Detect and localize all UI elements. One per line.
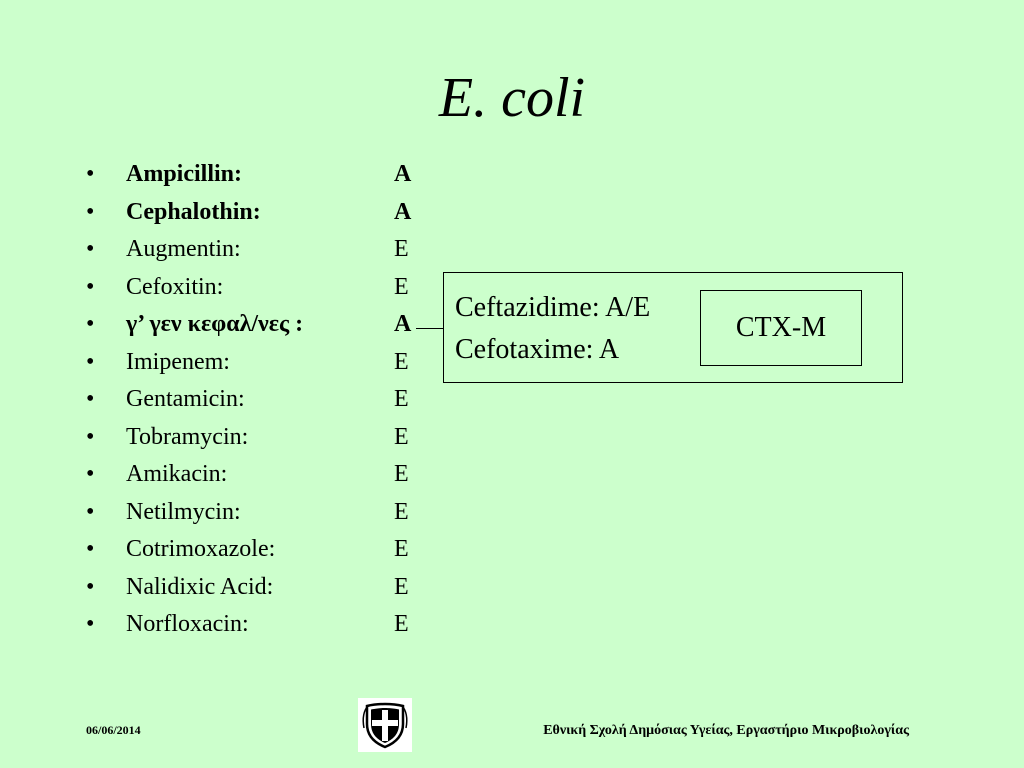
bullet-icon: • [86, 236, 95, 262]
susceptibility-result: E [394, 611, 409, 637]
susceptibility-result: E [394, 536, 409, 562]
bullet-icon: • [86, 161, 95, 187]
drug-name: Nalidixic Acid: [126, 573, 274, 600]
list-item [0, 569, 440, 607]
bullet-icon: • [86, 573, 95, 600]
list-item [0, 494, 440, 532]
susceptibility-result: E [394, 498, 409, 525]
drug-name: Tobramycin: [126, 423, 249, 450]
list-item [0, 381, 440, 419]
list-item [0, 531, 440, 569]
list-item [0, 606, 440, 644]
list-item [0, 419, 440, 457]
list-item [0, 194, 440, 232]
drug-name: Netilmycin: [126, 498, 241, 525]
drug-name: Augmentin: [126, 236, 241, 262]
susceptibility-result: E [394, 573, 409, 600]
drug-name: Norfloxacin: [126, 611, 249, 637]
list-item [0, 269, 440, 307]
enzyme-box [700, 290, 862, 366]
bullet-icon: • [86, 273, 95, 300]
drug-name: Gentamicin: [126, 386, 245, 412]
footer-date: 06/06/2014 [86, 723, 141, 737]
cefotaxime-line: Cefotaxime: A [455, 334, 620, 365]
bullet-icon: • [86, 423, 95, 450]
drug-name: Amikacin: [126, 461, 228, 487]
greek-coat-of-arms-icon [358, 698, 412, 752]
susceptibility-result: E [394, 461, 409, 487]
bullet-icon: • [86, 461, 95, 487]
drug-name: Imipenem: [126, 348, 230, 375]
list-item [0, 344, 440, 382]
susceptibility-result: E [394, 273, 409, 300]
bullet-icon: • [86, 611, 95, 637]
drug-name: Cotrimoxazole: [126, 536, 276, 562]
connector-line [416, 328, 444, 329]
susceptibility-result: E [394, 236, 409, 262]
bullet-icon: • [86, 348, 95, 375]
drug-name: Ampicillin: [126, 161, 243, 187]
enzyme-label: CTX-M [735, 312, 827, 343]
drug-name: Cephalothin: [126, 198, 261, 225]
susceptibility-result: A [394, 161, 412, 187]
drug-name: γ’ γεν κεφαλ/νες : [126, 311, 304, 337]
drug-name: Cefoxitin: [126, 273, 224, 300]
susceptibility-result: E [394, 348, 409, 375]
bullet-icon: • [86, 498, 95, 525]
bullet-icon: • [86, 536, 95, 562]
bullet-icon: • [86, 198, 95, 225]
susceptibility-result: E [394, 423, 409, 450]
slide-title: E. coli [438, 67, 586, 129]
susceptibility-result: A [394, 198, 412, 225]
list-item [0, 456, 440, 494]
list-item [0, 231, 440, 269]
list-item [0, 306, 440, 344]
footer-institution: Εθνική Σχολή Δημόσιας Υγείας, Εργαστήριο Μικροβιολογίας [543, 723, 909, 738]
list-item [0, 156, 440, 194]
ceftazidime-line: Ceftazidime: A/E [455, 292, 651, 323]
bullet-icon: • [86, 311, 95, 337]
susceptibility-result: A [394, 311, 412, 337]
bullet-icon: • [86, 386, 95, 412]
susceptibility-result: E [394, 386, 409, 412]
antibiotic-list [0, 156, 440, 644]
